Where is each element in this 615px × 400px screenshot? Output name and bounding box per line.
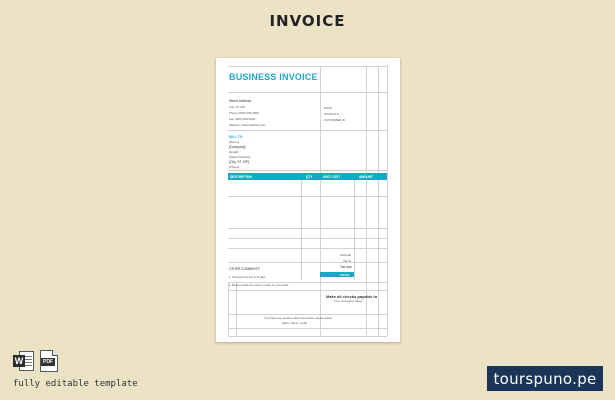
pdf-page-fold bbox=[52, 350, 58, 356]
grid-line bbox=[228, 130, 387, 131]
editable-caption: fully editable template bbox=[13, 379, 138, 389]
grid-line bbox=[354, 180, 355, 280]
grid-line bbox=[320, 66, 321, 336]
grid-line bbox=[228, 228, 387, 229]
grid-line bbox=[228, 238, 387, 239]
meta-label: INVOICE # bbox=[324, 112, 339, 116]
bill-to-line: [City, ST ZIP] bbox=[229, 160, 249, 164]
bill-to-line: [Name] bbox=[229, 140, 239, 144]
grid-line bbox=[228, 282, 387, 283]
grid-line bbox=[387, 66, 388, 336]
grid-line bbox=[378, 66, 379, 336]
comment-line: 1. Total payment due in 30 days bbox=[229, 276, 266, 279]
pdf-icon[interactable] bbox=[40, 350, 60, 372]
invoice-title: BUSINESS INVOICE bbox=[229, 72, 318, 82]
summary-label: Subtotal bbox=[340, 253, 352, 257]
comments-label: OTHER COMMENTS bbox=[229, 267, 260, 271]
page-heading: INVOICE bbox=[269, 12, 346, 30]
grid-line bbox=[228, 290, 387, 291]
grid-line bbox=[228, 66, 387, 67]
footer-line: If you have any questions about this invoice, please contact bbox=[264, 317, 333, 320]
bill-to-label: BILL TO bbox=[229, 135, 243, 139]
grid-line bbox=[301, 180, 302, 280]
cheques-payee: Your Company Name bbox=[334, 299, 363, 303]
column-header-unit-cost: UNIT COST bbox=[323, 175, 341, 179]
comment-line: 2. Please include the invoice number on your check bbox=[229, 284, 289, 287]
format-icons bbox=[13, 350, 60, 372]
summary-label: Tax due bbox=[340, 265, 352, 269]
grid-line bbox=[228, 328, 387, 329]
cheques-label: Make all checks payable to bbox=[326, 294, 378, 299]
grid-line bbox=[228, 248, 387, 249]
bill-to-line: [Company] bbox=[229, 145, 246, 149]
grid-line bbox=[228, 314, 387, 315]
grid-line bbox=[228, 196, 387, 197]
total-label: TOTAL bbox=[340, 273, 350, 277]
invoice-preview[interactable] bbox=[216, 58, 400, 342]
pdf-label: PDF bbox=[43, 359, 53, 365]
summary-label: Tax % bbox=[343, 259, 352, 263]
sender-line: Street Address bbox=[229, 99, 252, 103]
column-header-qty: QTY bbox=[306, 175, 313, 179]
word-icon[interactable] bbox=[13, 350, 35, 372]
sender-line: Fax (000) 000-0000 bbox=[229, 117, 256, 121]
grid-line bbox=[228, 170, 387, 171]
bill-to-line: [Email] bbox=[229, 150, 239, 154]
column-header-description: DESCRIPTION bbox=[230, 175, 252, 179]
bill-to-line: [Phone] bbox=[229, 165, 240, 169]
sender-line: Website: www.website.com bbox=[229, 123, 266, 127]
meta-label: DATE bbox=[324, 106, 332, 110]
grid-line bbox=[228, 92, 387, 93]
grid-line bbox=[228, 336, 387, 337]
column-header-amount: AMOUNT bbox=[359, 175, 373, 179]
word-badge: W bbox=[14, 356, 24, 366]
meta-label: CUSTOMER ID bbox=[324, 118, 345, 122]
footer-line: [Name, Phone, email] bbox=[282, 322, 307, 325]
bill-to-line: [Street Address] bbox=[229, 155, 251, 159]
sender-line: City, ST ZIP bbox=[229, 105, 245, 109]
brand-badge[interactable]: tourspuno.pe bbox=[487, 366, 603, 391]
sender-line: Phone (000) 000-0000 bbox=[229, 111, 260, 115]
